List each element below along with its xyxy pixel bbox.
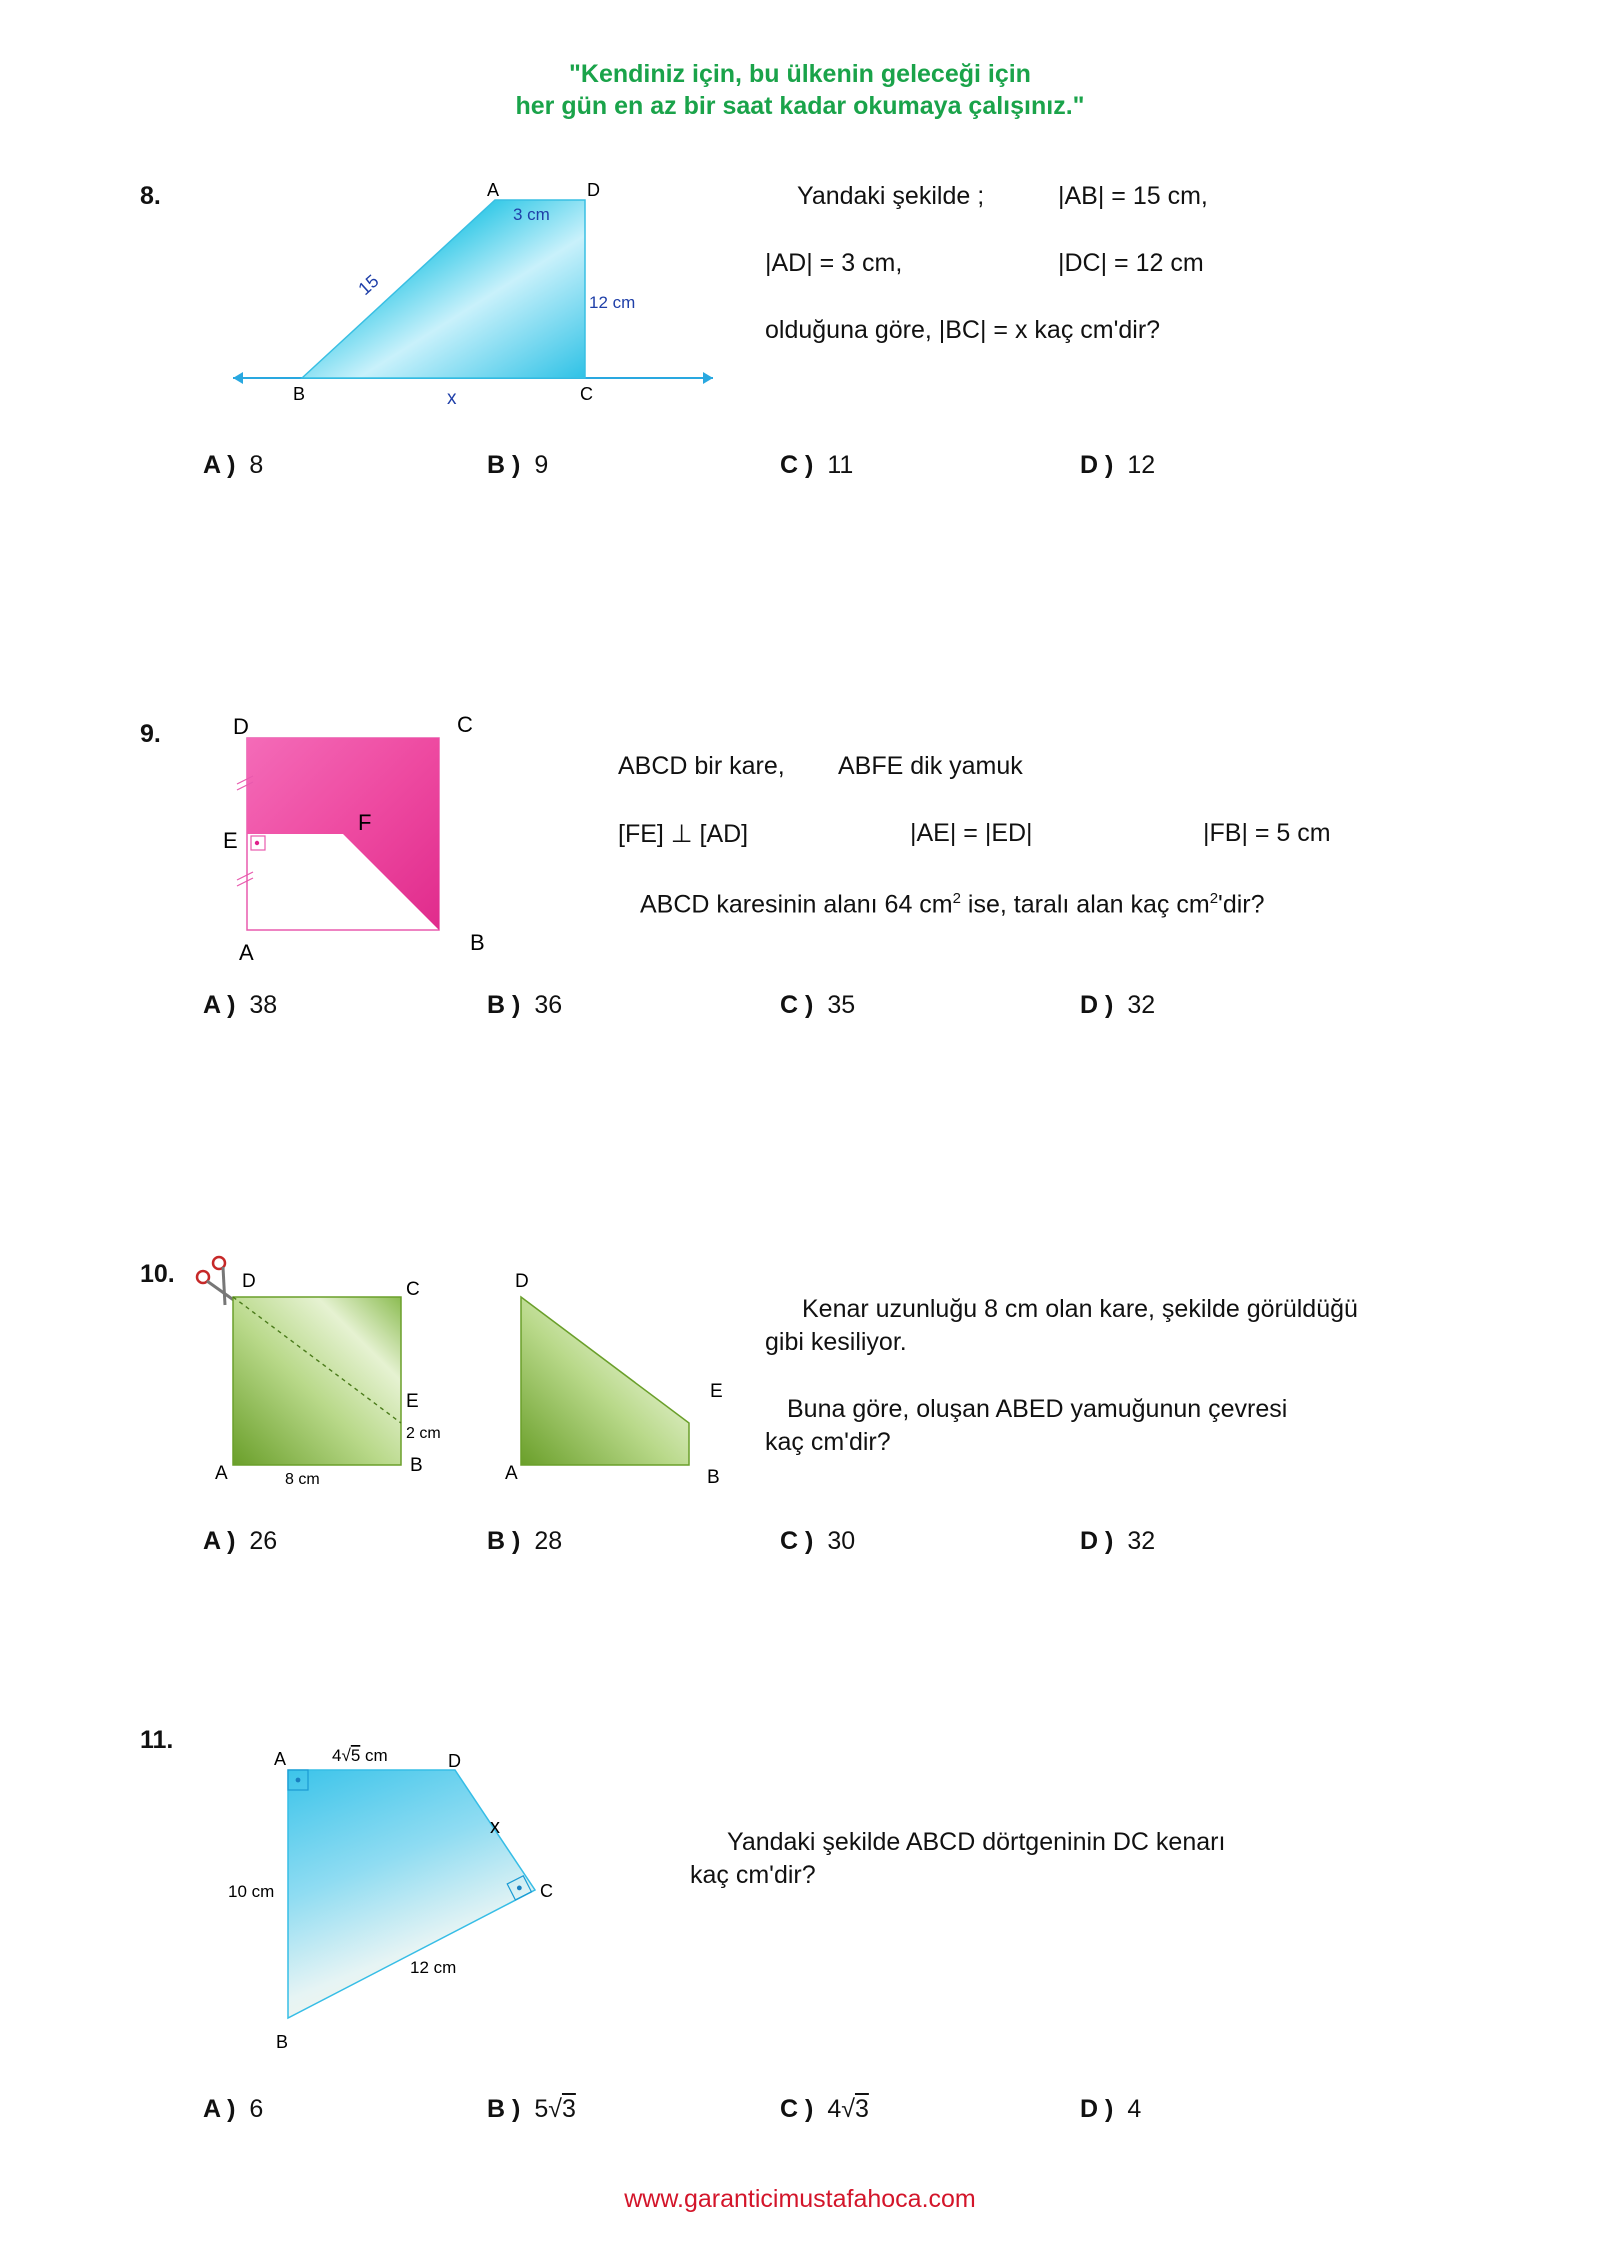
q8-option-b[interactable]: B ) 9 bbox=[487, 451, 549, 479]
label-dc: 12 cm bbox=[589, 293, 636, 312]
label-ab: 10 cm bbox=[228, 1882, 275, 1901]
q8-text-1a: Yandaki şekilde ; bbox=[797, 182, 985, 210]
q9-option-b[interactable]: B ) 36 bbox=[487, 991, 563, 1019]
q9-text-2a: [FE] ⊥ [AD] bbox=[618, 820, 749, 848]
label-ad: 3 cm bbox=[513, 205, 550, 224]
vertex-d: D bbox=[233, 714, 249, 739]
question-9-figure bbox=[215, 710, 495, 970]
q9-text-1a: ABCD bir kare, bbox=[618, 752, 785, 780]
vertex-a2: A bbox=[505, 1463, 518, 1484]
label-x: x bbox=[490, 1816, 500, 1838]
vertex-b: B bbox=[276, 2032, 289, 2052]
question-9-number: 9. bbox=[140, 720, 161, 748]
label-bc: 12 cm bbox=[410, 1958, 457, 1977]
q9-option-c[interactable]: C ) 35 bbox=[780, 991, 856, 1019]
question-8-figure bbox=[225, 178, 725, 408]
q10-option-c[interactable]: C ) 30 bbox=[780, 1527, 856, 1555]
q11-option-c[interactable]: C ) 4√3 bbox=[780, 2095, 869, 2123]
motto-line-2: her gün en az bir saat kadar okumaya çalışınız." bbox=[515, 92, 1085, 120]
q11-text-1: Yandaki şekilde ABCD dörtgeninin DC kenarı bbox=[727, 1828, 1226, 1856]
label-ab: 15 bbox=[354, 270, 383, 299]
q10-option-a[interactable]: A ) 26 bbox=[203, 1527, 278, 1555]
q9-text-2c: |FB| = 5 cm bbox=[1203, 819, 1331, 847]
q10-option-d[interactable]: D ) 32 bbox=[1080, 1527, 1156, 1555]
vertex-e: E bbox=[223, 828, 238, 853]
square-shape bbox=[233, 1297, 401, 1465]
q11-option-a[interactable]: A ) 6 bbox=[203, 2095, 264, 2123]
q9-text-1b: ABFE dik yamuk bbox=[838, 752, 1023, 780]
vertex-c: C bbox=[406, 1279, 420, 1300]
q8-option-d[interactable]: D ) 12 bbox=[1080, 451, 1156, 479]
label-ab: 8 cm bbox=[285, 1471, 320, 1485]
q9-option-d[interactable]: D ) 32 bbox=[1080, 991, 1156, 1019]
vertex-b: B bbox=[470, 930, 485, 955]
q9-text-2b: |AE| = |ED| bbox=[910, 819, 1033, 847]
vertex-b2: B bbox=[707, 1467, 720, 1485]
vertex-a: A bbox=[215, 1463, 228, 1484]
footer-url[interactable]: www.garanticimustafahoca.com bbox=[624, 2185, 976, 2213]
vertex-e2: E bbox=[710, 1381, 723, 1402]
q8-text-2b: |DC| = 12 cm bbox=[1058, 249, 1204, 277]
label-ad: 4√5 cm bbox=[332, 1746, 388, 1765]
vertex-d: D bbox=[242, 1271, 256, 1292]
q9-text-3: ABCD karesinin alanı 64 $cm^2$ ise, taralı alan kaç $cm^2'dir$? bbox=[640, 890, 1265, 919]
vertex-d2: D bbox=[515, 1271, 529, 1292]
right-arrow-icon bbox=[703, 372, 713, 384]
q8-option-c[interactable]: C ) 11 bbox=[780, 451, 854, 479]
vertex-c: C bbox=[540, 1881, 553, 1901]
quadrilateral-shape bbox=[288, 1770, 535, 2018]
vertex-d: D bbox=[587, 180, 600, 200]
vertex-c: C bbox=[580, 384, 593, 404]
q10-text-1: Kenar uzunluğu 8 cm olan kare, şekilde görüldüğü bbox=[802, 1295, 1358, 1323]
q8-text-2a: |AD| = 3 cm, bbox=[765, 249, 903, 277]
vertex-d: D bbox=[448, 1751, 461, 1771]
q11-text-2: kaç cm'dir? bbox=[690, 1861, 816, 1889]
vertex-c: C bbox=[457, 712, 473, 737]
q9-option-a[interactable]: A ) 38 bbox=[203, 991, 278, 1019]
vertex-e: E bbox=[406, 1391, 419, 1412]
motto-line-1: "Kendiniz için, bu ülkenin geleceği için bbox=[569, 60, 1031, 88]
q8-option-a[interactable]: A ) 8 bbox=[203, 451, 264, 479]
vertex-f: F bbox=[358, 810, 372, 835]
vertex-a: A bbox=[487, 180, 500, 200]
question-10-figure bbox=[195, 1255, 755, 1485]
label-bc: x bbox=[447, 388, 457, 408]
vertex-a: A bbox=[239, 940, 254, 965]
q10-text-4: kaç cm'dir? bbox=[765, 1428, 891, 1456]
q11-option-d[interactable]: D ) 4 bbox=[1080, 2095, 1142, 2123]
vertex-b: B bbox=[293, 384, 306, 404]
trapezoid-shape bbox=[521, 1297, 689, 1465]
q11-option-b[interactable]: B ) 5√3 bbox=[487, 2095, 576, 2123]
trapezoid-shape bbox=[302, 200, 585, 378]
question-11-figure bbox=[220, 1735, 580, 2055]
left-arrow-icon bbox=[233, 372, 243, 384]
scissors-icon bbox=[197, 1257, 235, 1305]
vertex-a: A bbox=[274, 1749, 287, 1769]
label-eb: 2 cm bbox=[406, 1425, 441, 1442]
q8-text-3: olduğuna göre, |BC| = x kaç cm'dir? bbox=[765, 316, 1161, 344]
q10-text-3: Buna göre, oluşan ABED yamuğunun çevresi bbox=[787, 1395, 1288, 1423]
q8-text-1b: |AB| = 15 cm, bbox=[1058, 182, 1208, 210]
q10-text-2: gibi kesiliyor. bbox=[765, 1328, 907, 1356]
question-11-number: 11. bbox=[140, 1726, 174, 1754]
question-8-number: 8. bbox=[140, 182, 161, 210]
q10-option-b[interactable]: B ) 28 bbox=[487, 1527, 563, 1555]
vertex-b: B bbox=[410, 1455, 423, 1476]
question-10-number: 10. bbox=[140, 1260, 175, 1288]
